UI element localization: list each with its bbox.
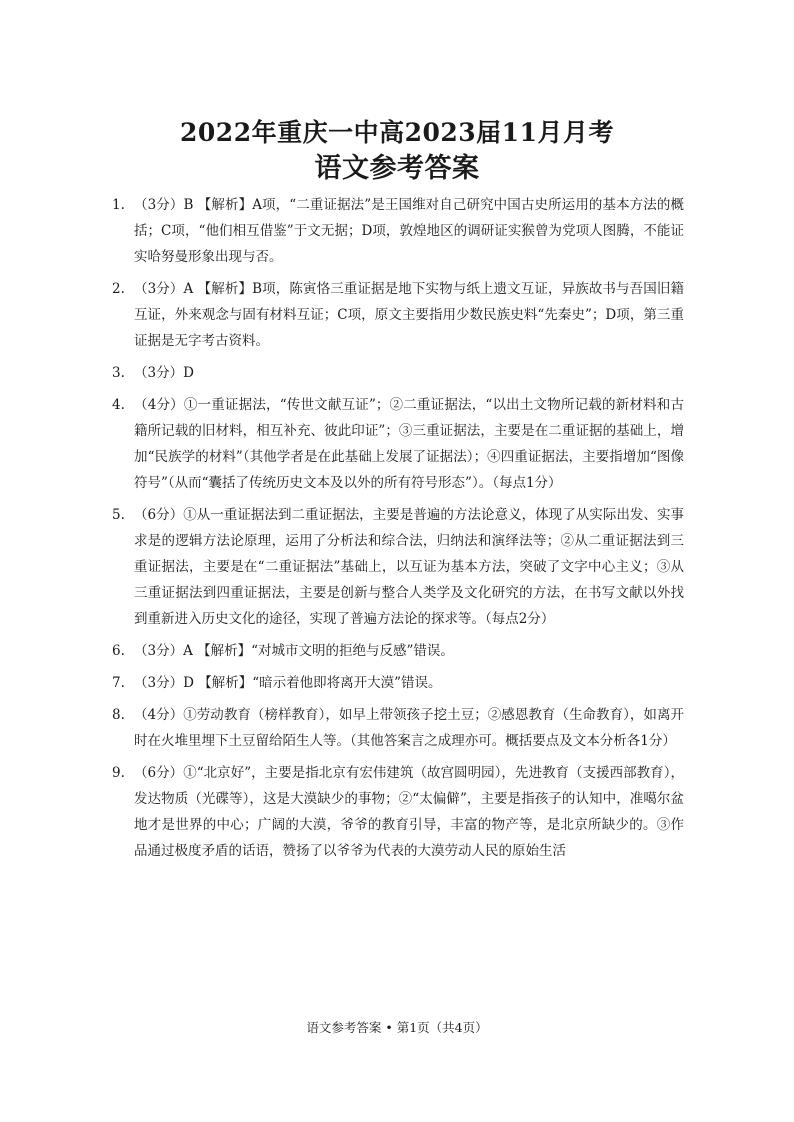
answer-number: 2.	[112, 281, 125, 297]
answer-text: （3分）D	[134, 365, 194, 381]
page-footer: 语文参考答案 • 第1页（共4页）	[306, 1020, 488, 1035]
answer-item-5	[112, 502, 684, 632]
answer-number: 5.	[112, 507, 125, 523]
document-subtitle: 语文参考答案	[314, 153, 480, 184]
answer-text: （6分）①从一重证据法到二重证据法，主要是普遍的方法论意义，体现了从实际出发、实事求是的逻辑方法论原理，运用了分析法和综合法，归纳法和演绎法等；②从二重证据法到三重证据法，主要是在“二重证据法”基础上，以互证为基本方法，突破了文字中心主义；③从三重证据法到四重证据法，主要是创新与整合人类学及文化研究的方法，在书写文献以外找到重新进入历史文化的途径，实现了普遍方法论的探求等。（每点2分）	[134, 507, 684, 627]
answer-item-1	[112, 192, 684, 270]
answer-item-4	[112, 392, 684, 496]
answer-number: 7.	[112, 675, 125, 691]
answer-text: （3分）A 【解析】B项，陈寅恪三重证据是地下实物与纸上遗文互证，异族故书与吾国旧籍互证，外来观念与固有材料互证；C项，原文主要指用少数民族史料“先秦史”；D项，第三重证据是无字考古资料。	[134, 281, 684, 349]
answer-number: 6.	[112, 643, 125, 659]
answer-item-6	[112, 638, 684, 664]
answer-text: （3分）B 【解析】A项，“二重证据法”是王国维对自己研究中国古史所运用的基本方法的概括；C项，“他们相互借鉴”于文无据；D项，敦煌地区的调研证实猴曾为党项人图腾，不能证实哈努曼形象出现与否。	[134, 197, 684, 265]
answer-item-9	[112, 760, 684, 864]
answer-text: （4分）①一重证据法，“传世文献互证”；②二重证据法，“以出土文物所记载的新材料和古籍所记载的旧材料，相互补充、彼此印证”；③三重证据法，主要是在二重证据的基础上，增加“民族学的材料”（其他学者是在此基础上发展了证据法）；④四重证据法，主要指增加“图像符号”（从而“囊括了传统历史文本及以外的所有符号形态”）。（每点1分）	[134, 397, 684, 491]
answer-text: （4分）①劳动教育（榜样教育），如早上带领孩子挖土豆；②感恩教育（生命教育），如离开时在火堆里埋下土豆留给陌生人等。（其他答案言之成理亦可。概括要点及文本分析各1分）	[134, 707, 684, 749]
answer-item-2	[112, 276, 684, 354]
answer-text: （3分）A 【解析】“对城市文明的拒绝与反感”错误。	[134, 643, 454, 659]
answer-item-7	[112, 670, 684, 696]
answer-list	[112, 192, 684, 870]
answer-number: 3.	[112, 365, 125, 381]
answer-item-8	[112, 702, 684, 754]
document-title: 2022年重庆一中高2023届11月月考	[180, 118, 614, 147]
answer-number: 1.	[112, 197, 125, 213]
answer-number: 4.	[112, 397, 125, 413]
answer-item-3	[112, 360, 684, 386]
answer-text: （6分）①“北京好”，主要是指北京有宏伟建筑（故宫圆明园），先进教育（支援西部教育），发达物质（光碟等），这是大漠缺少的事物；②“太偏僻”，主要是指孩子的认知中，准噶尔盆地才是世界的中心；广阔的大漠，爷爷的教育引导，丰富的物产等，是北京所缺少的。③作品通过极度矛盾的话语，赞扬了以爷爷为代表的大漠劳动人民的原始生活	[134, 765, 684, 859]
answer-number: 8.	[112, 707, 125, 723]
answer-number: 9.	[112, 765, 125, 781]
answer-text: （3分）D 【解析】“暗示着他即将离开大漠”错误。	[134, 675, 442, 691]
